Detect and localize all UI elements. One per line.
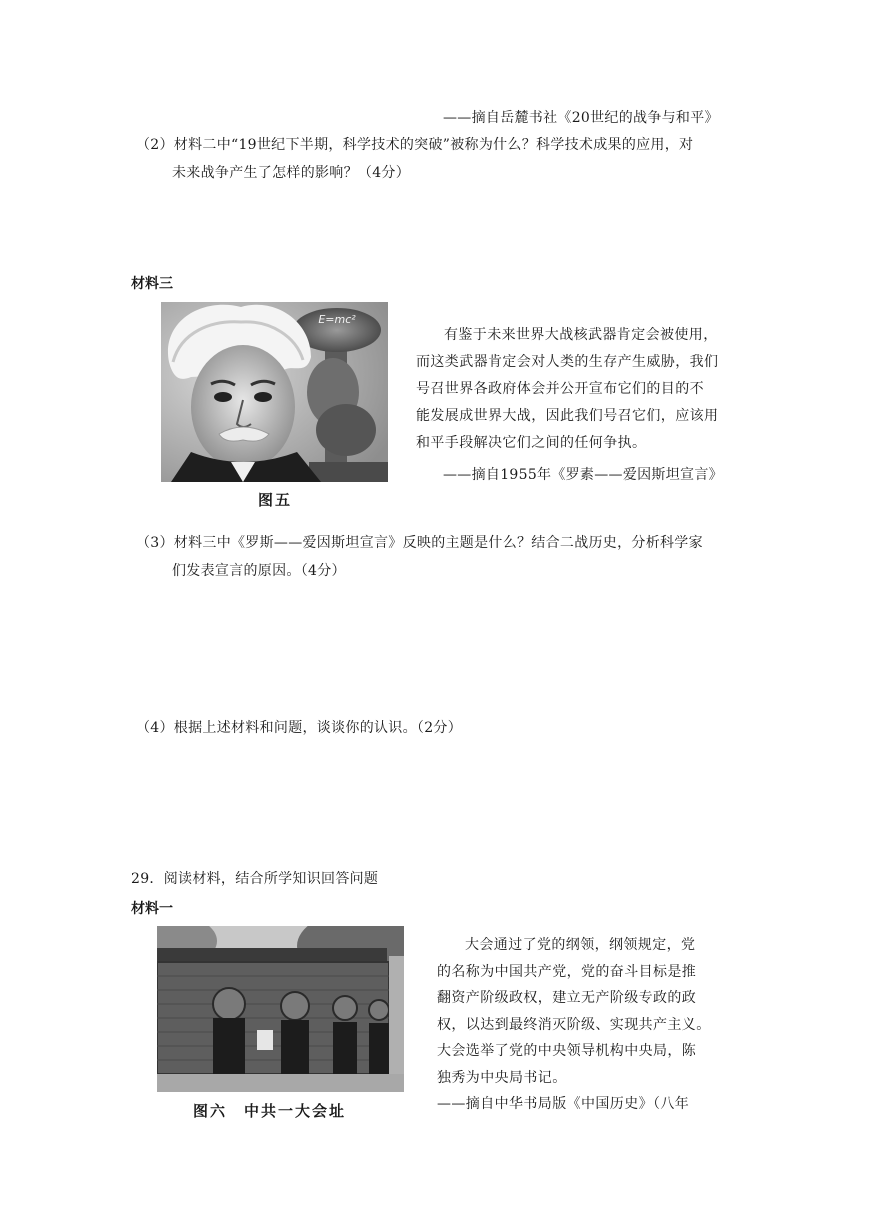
question-2-line-2: 未来战争产生了怎样的影响？（4分） — [172, 165, 411, 181]
quote-line: 而这类武器肯定会对人类的生存产生威胁，我们 — [416, 354, 719, 370]
text-line: 权，以达到最终消灭阶级、实现共产主义。 — [437, 1016, 711, 1033]
material-3-source: ——摘自1955年《罗素——爱因斯坦宣言》 — [443, 467, 723, 483]
text-line: 独秀为中央局书记。 — [437, 1069, 567, 1086]
question-3-line-2: 们发表宣言的原因。（4分） — [172, 563, 346, 579]
text-line: 大会通过了党的纲领，纲领规定，党 — [465, 937, 696, 953]
text-line: ——摘自中华书局版《中国历史》（八年 — [437, 1096, 690, 1112]
question-29-title: 29．阅读材料，结合所学知识回答问题 — [131, 871, 379, 887]
quote-line: 能发展成世界大战，因此我们号召它们，应该用 — [416, 408, 719, 424]
quote-line: 号召世界各政府体会并公开宣布它们的目的不 — [416, 381, 704, 397]
text-line: 的名称为中国共产党，党的奋斗目标是推 — [437, 963, 697, 980]
material-3-quote — [416, 322, 736, 457]
material-3-heading: 材料三 — [131, 276, 173, 292]
equation-text: E=mc² — [318, 313, 356, 326]
einstein-image — [161, 302, 388, 482]
quote-line: 有鉴于未来世界大战核武器肯定会被使用， — [444, 327, 718, 343]
figure-5-caption: 图五 — [258, 491, 293, 509]
material-1-text — [437, 932, 737, 1118]
question-4: （4）根据上述材料和问题，谈谈你的认识。（2分） — [136, 720, 463, 736]
text-line: 大会选举了党的中央领导机构中央局，陈 — [437, 1043, 697, 1059]
material-1-heading: 材料一 — [131, 901, 173, 917]
figure-6-caption: 图六 中共一大会址 — [193, 1102, 347, 1120]
quote-line: 和平手段解决它们之间的任何争执。 — [416, 435, 647, 451]
question-3-line-1: （3）材料三中《罗斯——爱因斯坦宣言》反映的主题是什么？结合二战历史，分析科学家 — [136, 535, 703, 551]
source-citation: ——摘自岳麓书社《20世纪的战争与和平》 — [443, 110, 719, 126]
question-2-line-1: （2）材料二中“19世纪下半期，科学技术的突破”被称为什么？科学技术成果的应用，对 — [136, 137, 694, 153]
text-line: 翻资产阶级政权，建立无产阶级专政的政 — [437, 990, 697, 1006]
congress-site-image — [157, 926, 404, 1092]
